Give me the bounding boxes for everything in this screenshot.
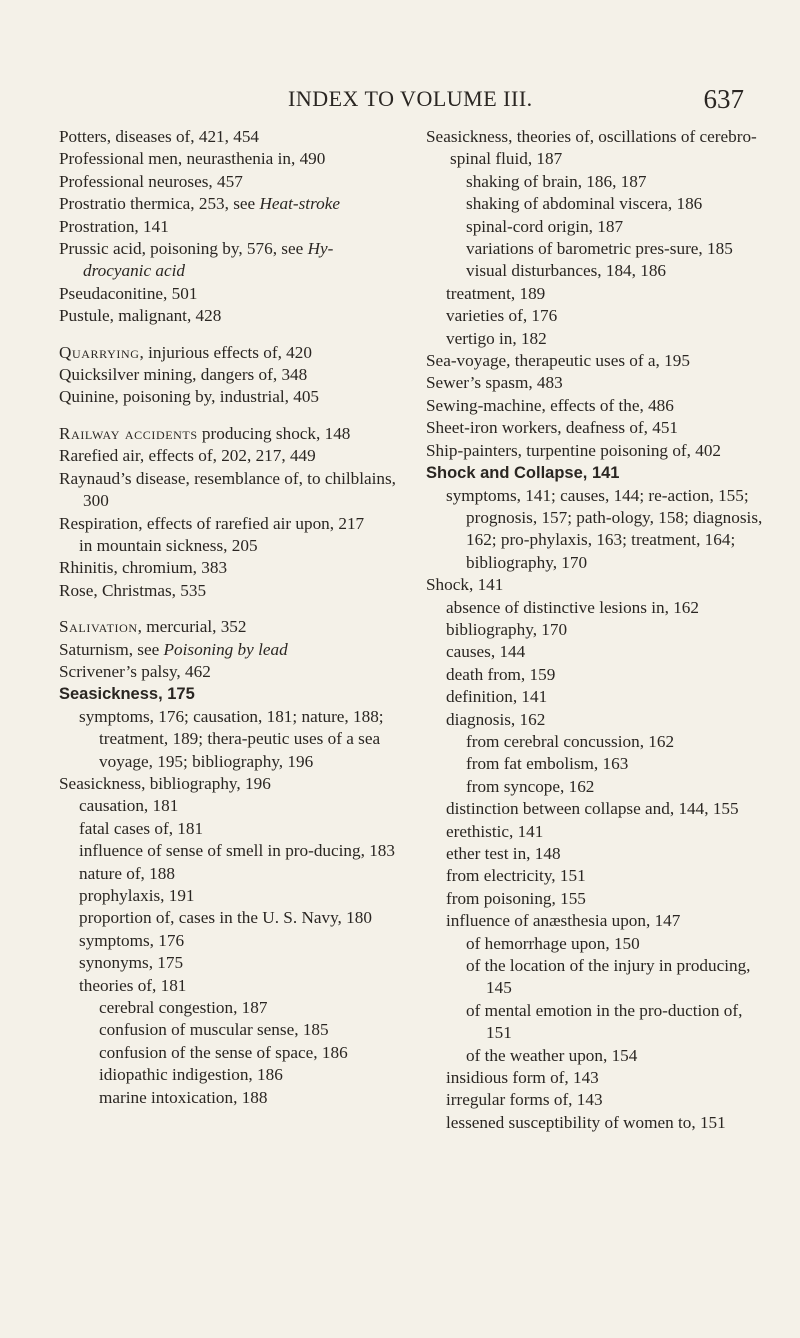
- entry-text: Poisoning by lead: [163, 639, 288, 659]
- entry-text: visual disturbances, 184, 186: [466, 261, 667, 281]
- entry-text: distinction between collapse and, 144, 155: [446, 799, 739, 819]
- index-subentry: [426, 1067, 768, 1089]
- index-entry: [59, 468, 399, 513]
- entry-text: insidious form of, 143: [446, 1068, 599, 1088]
- entry-text: lessened susceptibility of women to, 151: [446, 1112, 726, 1132]
- entry-text: synonyms, 175: [79, 953, 184, 973]
- entry-text: Seasickness, 175: [59, 685, 195, 704]
- index-subentry: [426, 753, 768, 775]
- entry-text: symptoms, 176; causation, 181; nature, 188; treatment, 189; thera-peutic uses of a sea voyage, 195; bibliography, 196: [79, 706, 384, 771]
- entry-text: causation, 181: [79, 796, 179, 816]
- index-entry: [59, 423, 399, 445]
- index-subentry: [426, 776, 768, 798]
- entry-text: , mercurial, 352: [137, 617, 247, 637]
- index-subentry: [59, 818, 399, 840]
- index-subentry: [426, 1000, 768, 1045]
- entry-text: , injurious effects of, 420: [139, 342, 312, 362]
- entry-text: nature of, 188: [79, 863, 175, 883]
- entry-text: treatment, 189: [446, 283, 546, 303]
- index-subentry: [426, 171, 768, 193]
- entry-text: ether test in, 148: [446, 844, 561, 863]
- index-subentry: [59, 997, 399, 1019]
- index-subentry: [426, 865, 768, 887]
- index-subentry: [59, 795, 399, 817]
- index-entry: [59, 342, 399, 364]
- index-subentry: [426, 664, 768, 686]
- entry-text: cerebral congestion, 187: [99, 998, 268, 1018]
- index-entry: [59, 773, 399, 795]
- index-entry: [59, 148, 399, 170]
- entry-text: spinal-cord origin, 187: [466, 216, 624, 236]
- entry-text: of hemorrhage upon, 150: [466, 933, 640, 953]
- entry-text: confusion of the sense of space, 186: [99, 1042, 348, 1062]
- index-entry: [59, 386, 399, 408]
- index-subentry: [59, 706, 399, 773]
- index-entry: [59, 557, 399, 579]
- entry-text: Prussic acid, poisoning by, 576, see: [59, 239, 308, 259]
- entry-text: vertigo in, 182: [446, 328, 547, 348]
- index-subentry: [59, 952, 399, 974]
- running-head: [0, 86, 800, 116]
- index-subentry: [426, 283, 768, 305]
- entry-text: proportion of, cases in the U. S. Navy, 180: [79, 908, 372, 928]
- index-entry: [59, 580, 399, 602]
- index-entry: [59, 513, 399, 535]
- page-number: 637: [703, 84, 744, 114]
- entry-text: shaking of brain, 186, 187: [466, 171, 647, 191]
- entry-text: from cerebral concussion, 162: [466, 731, 675, 751]
- entry-text: symptoms, 176: [79, 930, 185, 950]
- entry-text: Seasickness, bibliography, 196: [59, 773, 271, 793]
- entry-text: Sheet-iron workers, deafness of, 451: [426, 418, 679, 438]
- entry-text: Sewer’s spasm, 483: [426, 373, 563, 393]
- entry-text: producing shock, 148: [197, 423, 351, 443]
- index-entry: [426, 574, 768, 596]
- index-entry: [426, 462, 768, 484]
- index-subentry: [426, 933, 768, 955]
- index-subentry: [426, 955, 768, 1000]
- entry-text: idiopathic indigestion, 186: [99, 1065, 283, 1085]
- index-subentry: [59, 1087, 399, 1109]
- index-subentry: [59, 840, 399, 862]
- entry-text: shaking of abdominal viscera, 186: [466, 194, 703, 214]
- entry-text: Seasickness, theories of, oscillations of cerebro-spinal fluid, 187: [426, 127, 757, 169]
- entry-text: Quarrying: [59, 342, 140, 362]
- entry-text: fatal cases of, 181: [79, 818, 204, 838]
- index-subentry: [59, 1042, 399, 1064]
- entry-text: absence of distinctive lesions in, 162: [446, 597, 699, 617]
- entry-text: Prostratio thermica, 253, see: [59, 194, 260, 214]
- entry-text: Rhinitis, chromium, 383: [59, 558, 228, 578]
- index-subentry: [426, 798, 768, 820]
- index-subentry: [59, 907, 399, 929]
- entry-text: diagnosis, 162: [446, 709, 546, 729]
- running-head-title: INDEX TO VOLUME III.: [288, 86, 533, 111]
- index-subentry: [59, 975, 399, 997]
- index-column-left: [59, 126, 399, 1109]
- index-subentry: [59, 885, 399, 907]
- entry-text: of the location of the injury in producing, 145: [466, 956, 751, 998]
- index-entry: [426, 372, 768, 394]
- entry-text: from syncope, 162: [466, 776, 595, 796]
- index-subentry: [59, 863, 399, 885]
- entry-text: Salivation: [59, 617, 138, 637]
- index-subentry: [426, 843, 768, 865]
- entry-text: of mental emotion in the pro-duction of, 151: [466, 1000, 743, 1043]
- index-subentry: [426, 238, 768, 260]
- entry-text: from fat embolism, 163: [466, 754, 629, 774]
- entry-text: Saturnism, see: [59, 639, 164, 659]
- entry-text: Prostration, 141: [59, 216, 169, 236]
- entry-text: influence of sense of smell in pro-ducing, 183: [79, 841, 395, 861]
- index-entry: [59, 683, 399, 705]
- entry-text: bibliography, 170: [446, 619, 568, 639]
- entry-text: Quinine, poisoning by, industrial, 405: [59, 387, 320, 407]
- index-entry: [426, 126, 768, 171]
- entry-text: death from, 159: [446, 664, 556, 684]
- index-subentry: [426, 260, 768, 282]
- entry-text: varieties of, 176: [446, 306, 558, 326]
- entry-text: theories of, 181: [79, 975, 187, 995]
- index-subentry: [426, 641, 768, 663]
- entry-text: causes, 144: [446, 642, 526, 662]
- entry-text: Sewing-machine, effects of the, 486: [426, 395, 674, 415]
- index-subentry: [426, 328, 768, 350]
- index-entry: [59, 364, 399, 386]
- index-entry: [59, 305, 399, 327]
- index-subentry: [426, 305, 768, 327]
- index-entry: [59, 193, 399, 215]
- entry-text: Quicksilver mining, dangers of, 348: [59, 365, 308, 385]
- index-subentry: [426, 1089, 768, 1111]
- entry-text: symptoms, 141; causes, 144; re-action, 155; prognosis, 157; path-ology, 158; diagnosis, 162; pro-phylaxis, 163; treatment, 164; bibliography, 170: [446, 485, 763, 572]
- entry-text: Sea-voyage, therapeutic uses of a, 195: [426, 351, 690, 371]
- index-subentry: [59, 1064, 399, 1086]
- index-column-right: [426, 126, 768, 1134]
- entry-text: Scrivener’s palsy, 462: [59, 661, 211, 681]
- index-subentry: [426, 597, 768, 619]
- entry-text: Shock, 141: [426, 575, 504, 595]
- index-subentry: [426, 1112, 768, 1134]
- entry-text: Hy-drocyanic acid: [83, 239, 334, 281]
- index-subentry: [426, 686, 768, 708]
- index-entry: [59, 639, 399, 661]
- entry-text: erethistic, 141: [446, 821, 544, 841]
- entry-text: irregular forms of, 143: [446, 1090, 603, 1110]
- entry-text: prophylaxis, 191: [79, 886, 195, 905]
- index-entry: [426, 440, 768, 462]
- index-entry: [59, 616, 399, 638]
- entry-text: Rose, Christmas, 535: [59, 580, 207, 600]
- index-subentry: [426, 821, 768, 843]
- index-subentry: [426, 619, 768, 641]
- index-entry: [59, 171, 399, 193]
- index-subentry: [59, 930, 399, 952]
- entry-text: Railway accidents: [59, 423, 198, 443]
- entry-text: variations of barometric pres-sure, 185: [466, 239, 733, 259]
- entry-text: Professional neuroses, 457: [59, 171, 243, 191]
- index-entry: [59, 445, 399, 467]
- index-subentry: [426, 1045, 768, 1067]
- entry-text: definition, 141: [446, 687, 548, 707]
- index-subentry: [426, 216, 768, 238]
- index-entry: [59, 283, 399, 305]
- entry-text: Potters, diseases of, 421, 454: [59, 127, 260, 146]
- index-entry: [426, 417, 768, 439]
- entry-text: Ship-painters, turpentine poisoning of, 402: [426, 440, 722, 460]
- entry-text: Respiration, effects of rarefied air upon, 217: [59, 513, 365, 533]
- index-subentry: [59, 1019, 399, 1041]
- index-entry: [59, 216, 399, 238]
- entry-text: Pseudaconitine, 501: [59, 283, 198, 303]
- index-entry: [59, 126, 399, 148]
- entry-text: from electricity, 151: [446, 866, 586, 886]
- index-entry: [59, 661, 399, 683]
- index-subentry: [426, 485, 768, 575]
- entry-text: confusion of muscular sense, 185: [99, 1020, 329, 1040]
- entry-text: Rarefied air, effects of, 202, 217, 449: [59, 446, 316, 466]
- entry-text: Professional men, neurasthenia in, 490: [59, 149, 326, 169]
- entry-text: in mountain sickness, 205: [79, 535, 258, 555]
- index-entry: [426, 395, 768, 417]
- index-entry: [426, 350, 768, 372]
- entry-text: influence of anæsthesia upon, 147: [446, 911, 681, 931]
- index-subentry: [426, 888, 768, 910]
- index-entry: [59, 238, 399, 283]
- entry-text: marine intoxication, 188: [99, 1087, 268, 1107]
- entry-text: Heat-stroke: [259, 194, 340, 214]
- index-subentry: [426, 731, 768, 753]
- entry-text: of the weather upon, 154: [466, 1045, 638, 1065]
- index-subentry: [426, 910, 768, 932]
- entry-text: from poisoning, 155: [446, 888, 586, 908]
- index-subentry: [426, 709, 768, 731]
- index-subentry: [426, 193, 768, 215]
- entry-text: Pustule, malignant, 428: [59, 306, 222, 326]
- entry-text: Raynaud’s disease, resemblance of, to chilblains, 300: [59, 468, 396, 511]
- entry-text: Shock and Collapse, 141: [426, 464, 620, 483]
- index-subentry: [59, 535, 399, 557]
